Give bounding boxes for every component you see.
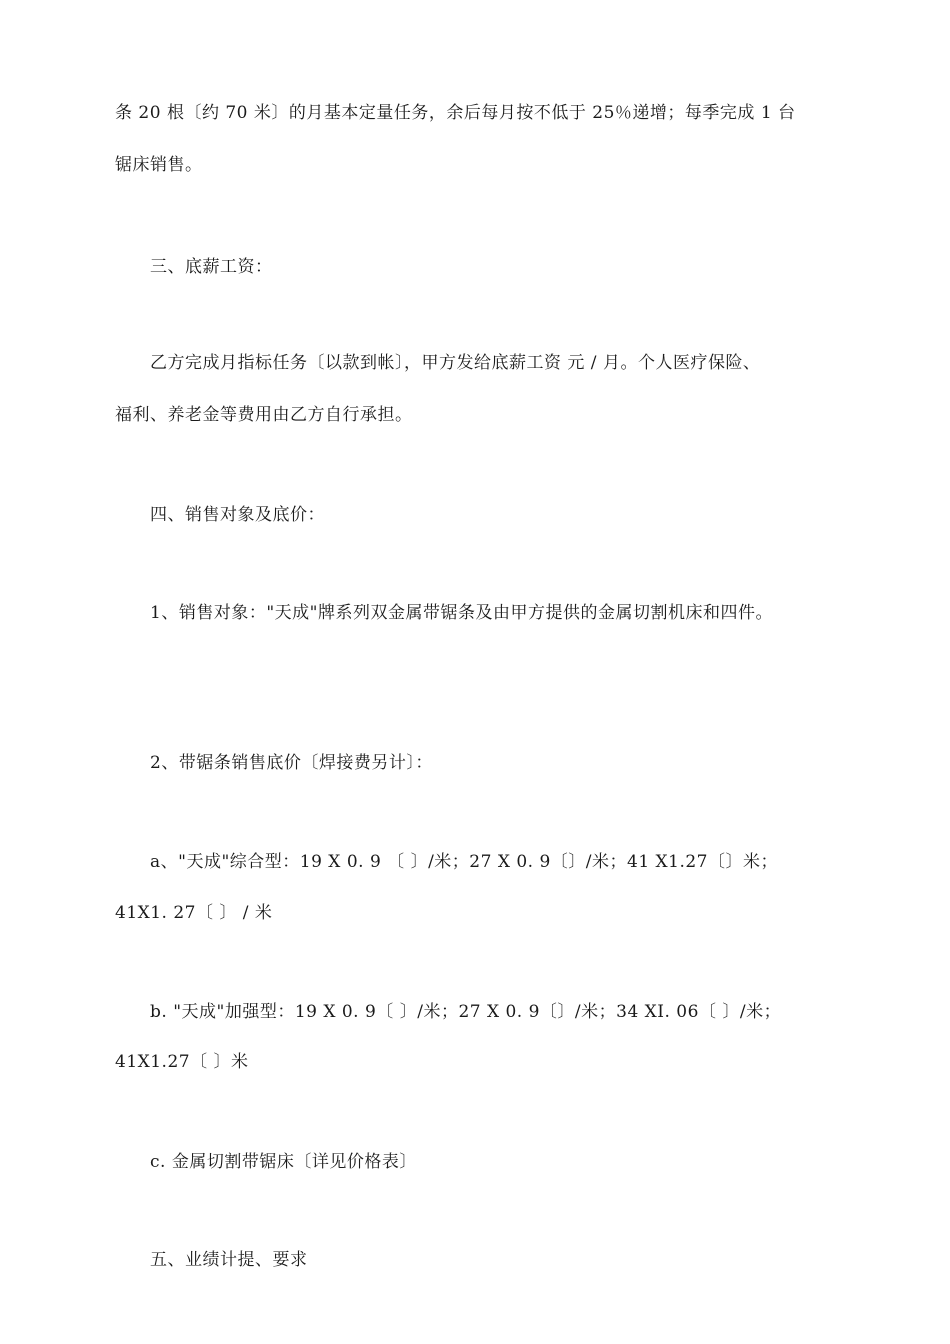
paragraph-line: 锯床销售。: [115, 155, 203, 175]
paragraph-line: 乙方完成月指标任务〔以款到帐〕，甲方发给底薪工资 元 / 月。个人医疗保险、: [150, 353, 761, 373]
section-heading: 三、底薪工资：: [150, 257, 273, 277]
section-heading: 四、销售对象及底价：: [150, 505, 325, 525]
paragraph-line: 条 20 根〔约 70 米〕的月基本定量任务，余后每月按不低于 25％递增；每季完成 1 台: [115, 103, 796, 123]
list-item: c. 金属切割带锯床〔详见价格表〕: [150, 1152, 417, 1172]
list-item-continuation: 41X1.27〔 〕米: [115, 1052, 249, 1072]
list-item: b. "天成"加强型：19 X 0. 9〔 〕/米；27 X 0. 9〔〕/米；34 XI. 06〔 〕/米；: [150, 1002, 782, 1022]
list-item: 1、销售对象："天成"牌系列双金属带锯条及由甲方提供的金属切割机床和四件。: [150, 603, 773, 623]
section-heading: 五、业绩计提、要求: [150, 1250, 308, 1270]
list-item: a、"天成"综合型：19 X 0. 9 〔 〕/米；27 X 0. 9〔〕/米；41 X1.27〔〕米；: [150, 852, 778, 872]
list-item-continuation: 41X1. 27〔 〕 / 米: [115, 903, 273, 923]
list-item: 2、带锯条销售底价〔焊接费另计〕：: [150, 753, 433, 773]
paragraph-line: 福利、养老金等费用由乙方自行承担。: [115, 405, 413, 425]
